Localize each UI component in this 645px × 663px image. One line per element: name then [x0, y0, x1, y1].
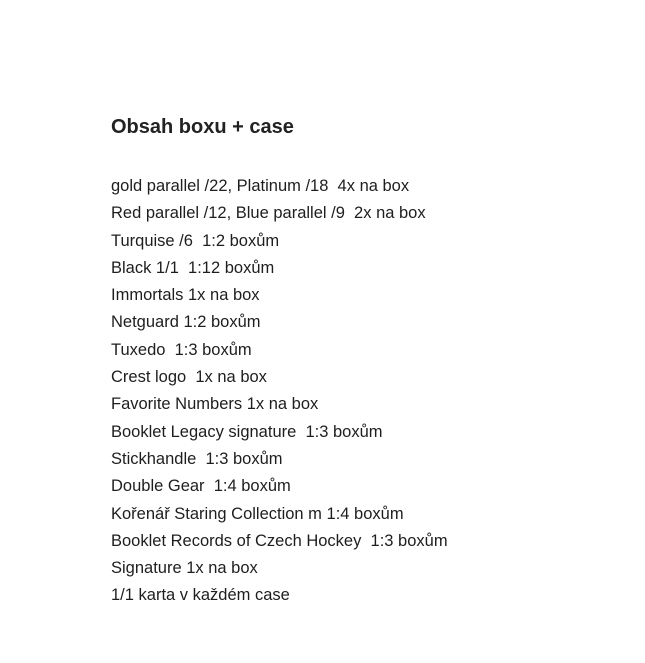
- list-item: Immortals 1x na box: [111, 286, 260, 305]
- list-item: Netguard 1:2 boxům: [111, 313, 261, 332]
- list-item: Double Gear 1:4 boxům: [111, 477, 291, 496]
- list-item: Kořenář Staring Collection m 1:4 boxům: [111, 504, 404, 523]
- list-item: gold parallel /22, Platinum /18 4x na box: [111, 177, 410, 195]
- list-item: Booklet Legacy signature 1:3 boxům: [111, 422, 383, 441]
- list-item: Red parallel /12, Blue parallel /9 2x na box: [111, 204, 426, 223]
- content-list: [111, 174, 448, 611]
- list-item: Signature 1x na box: [111, 559, 258, 578]
- list-item: Favorite Numbers 1x na box: [111, 395, 319, 414]
- list-item: Crest logo 1x na box: [111, 368, 267, 387]
- document-title: Obsah boxu + case: [111, 116, 294, 138]
- list-item: Stickhandle 1:3 boxům: [111, 449, 283, 468]
- list-item: Black 1/1 1:12 boxům: [111, 258, 275, 277]
- list-item: Turquise /6 1:2 boxům: [111, 231, 280, 250]
- list-item: 1/1 karta v každém case: [111, 586, 290, 605]
- list-item: Booklet Records of Czech Hockey 1:3 boxům: [111, 531, 448, 550]
- list-item: Tuxedo 1:3 boxům: [111, 340, 252, 359]
